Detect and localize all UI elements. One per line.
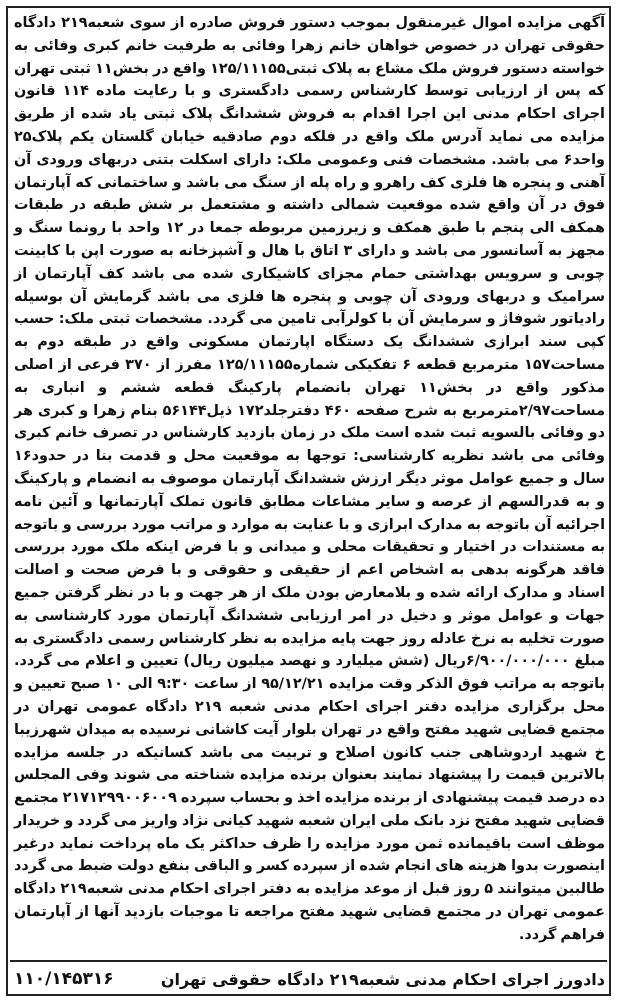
footer-signature: دادورز اجرای احکام مدنی شعبه۲۱۹ دادگاه حقوقی تهران: [160, 969, 605, 989]
footer-divider: [10, 960, 607, 962]
notice-body: آگهی مزایده اموال غیرمنقول بموجب دستور فروش صادره از سوی شعبه۲۱۹ دادگاه حقوقی تهران در خصوص خواهان خانم زهرا وفائی به طرفیت خانم کبری وفائی به خواسته دستور فروش ملک مشاع به پلاک ثبتی۱۲۵/۱۱۱۵۵ واقع در بخش۱۱ ثبتی تهران که پس از ارزیابی توسط کارشناس رسمی دادگستری و با رعایت ماده ۱۱۴ قانون اجرای احکام مدنی این اجرا اقدام به فروش ششدانگ پلاک ثبتی یاد شده از طریق مزایده می نماید آدرس ملک واقع در فلکه دوم صادقیه خیابان گلستان یکم پلاک۲۵ واحد۶ می باشد. مشخصات فنی وعمومی ملک: دارای اسکلت بتنی دربهای ورودی آن آهنی و پنجره ها فلزی کف راهرو و راه پله از سنگ می باشد و ساختمانی که آپارتمان فوق در آن واقع شده موقعیت شمالی داشته و مشتعمل بر شش طبقه در طبقات همکف الی پنجم با طبق همکف و زیرزمین مربوطه جمعا در ۱۲ واحد با رونما سنگ و مجهز به آسانسور می باشد و دارای ۳ اتاق با هال و آشپزخانه به صورت اپن با کابینت چوبی و سرویس بهداشتی حمام مجزای کاشیکاری شده می باشد کف آپارتمان از سرامیک و دربهای ورودی آن چوبی و پنجره ها فلزی می باشد گرمایش آن بوسیله رادیاتور شوفاژ و سرمایش آن با کولرآبی تامین می گردد. مشخصات ثبتی ملک: حسب کپی سند ابرازی ششدانگ یک دستگاه اپارتمان مسکونی واقع در طبقه دوم به مساحت۱۵۷ مترمربع قطعه ۶ تفکیکی شماره۱۲۵/۱۱۱۵۵ مفرز از ۳۷۰ فرعی از اصلی مذکور واقع در بخش۱۱ تهران بانضمام پارکینگ قطعه ششم و انباری به مساحت۲/۹۷مترمربع به شرح صفحه ۴۶۰ دفترجلد۱۷۲ ذیل۵۶۱۴۴ بنام زهرا و کبری هر دو وفائی بالسویه ثبت شده است ملک در زمان بازدید کارشناس در تصرف خانم کبری وفائی می باشد نظریه کارشناسی: توجها به موقعیت محل و قدمت بنا در حدود۱۶ سال و جمیع عوامل موثر دیگر ارزش ششدانگ آپارتمان موصوف به انضمام و پارکینگ و به قدرالسهم از عرصه و سایر مشاعات مطابق قانون تملک آپارتمانها و آئین نامه اجرائیه آن باتوجه به مدارک ابرازی و با عنایت به موارد و مراتب مورد بررسی و باتوجه به مستندات در اختیار و تحقیقات محلی و میدانی و با فرض اینکه ملک مورد بررسی فاقد هرگونه بدهی به اشخاص اعم از حقیقی و حقوقی و با فرض صحت و اصالت اسناد و مدارک ارائه شده و بلامعارض بودن ملک از هر جهت و با در نظر گرفتن جمیع جهات و عوامل موثر و دخیل در امر ارزیابی ششدانگ آپارتمان مورد کارشناسی به صورت تخلیه به نرخ عادله روز جهت پایه مزایده به نظر کارشناس رسمی دادگستری به مبلغ ۶/۹۰۰/۰۰۰/۰۰۰ریال (شش میلیارد و نهصد میلیون ریال) تعیین و اعلام می گردد. باتوجه به مراتب فوق الذکر وقت مزایده ۹۵/۱۲/۲۱ از ساعت ۹:۳۰ الی ۱۰ صبح تعیین و محل برگزاری مزایده دفتر اجرای احکام مدنی شعبه ۲۱۹ دادگاه عمومی تهران در مجتمع قضایی شهید مفتح واقع در تهران بلوار آیت کاشانی نرسیده به میدان شهرزیبا خ شهید اردوشاهی جنب کانون اصلاح و تربیت می باشد کسانیکه در جلسه مزایده بالاترین قیمت را پیشنهاد نمایند بعنوان برنده مزایده شناخته می شوند وفی المجلس ده درصد قیمت پیشنهادی از برنده مزایده اخذ و بحساب سپرده ۲۱۷۱۲۹۹۰۰۶۰۰۹ مجتمع قضایی شهید مفتح نزد بانک ملی ایران شعبه شهید کیانی نژاد واریز می گردد و خریدار موظف است باقیمانده ثمن مورد مزایده را ظرف حداکثر یک ماه پرداخت نماید درغیر اینصورت بدوا هزینه های انجام شده از سپرده کسر و الباقی بنفع دولت ضبط می گردد طالبین میتوانند ۵ روز قبل از موعد مزایده به دفتر اجرای احکام مدنی شعبه۲۱۹ دادگاه عمومی تهران در مجتمع قضایی شهید مفتح مراجعه تا موجبات بازدید آنها از آپارتمان فراهم گردد.: [14, 15, 605, 943]
notice-footer: [14, 964, 605, 994]
footer-code: ۱۱۰/۱۴۵۳۱۶: [14, 969, 114, 989]
